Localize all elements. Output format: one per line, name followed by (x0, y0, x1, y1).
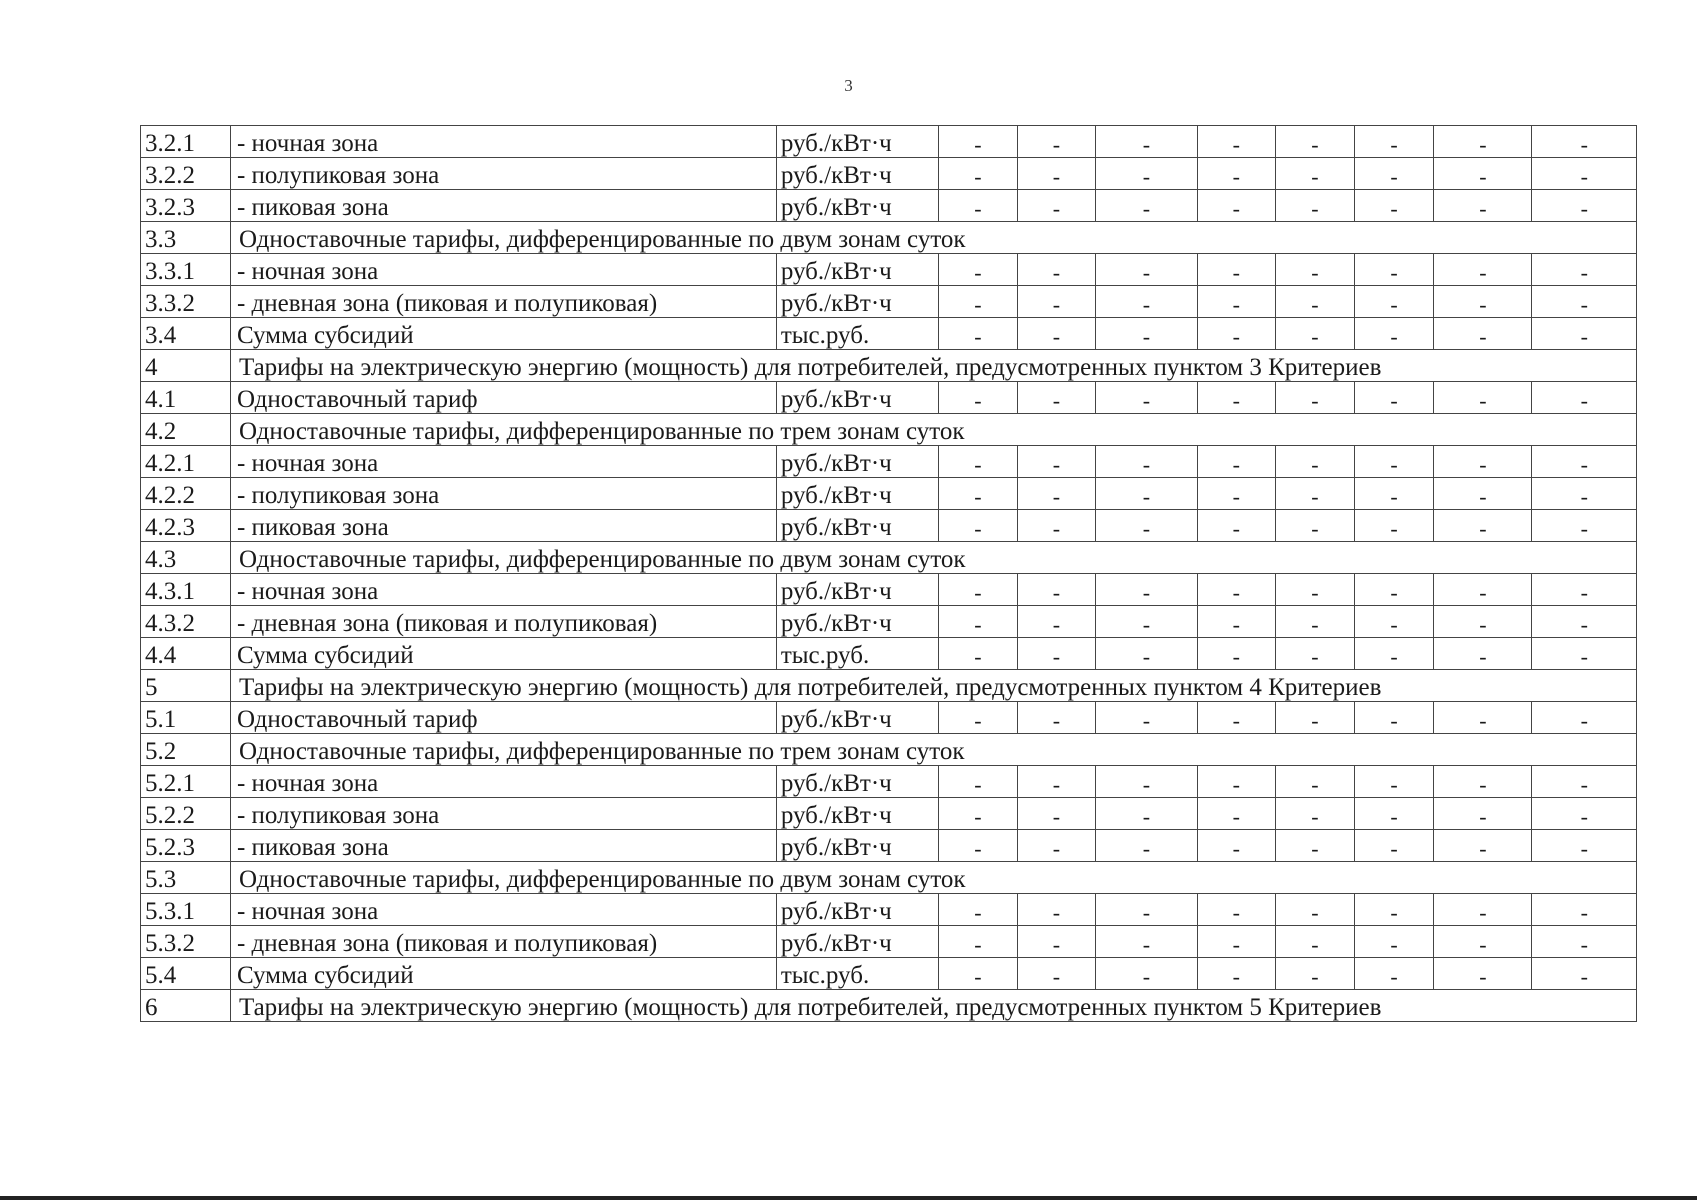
value-cell: - (1434, 254, 1532, 286)
value-cell: - (1096, 446, 1197, 478)
value-cell: - (939, 766, 1018, 798)
value-cell: - (1434, 190, 1532, 222)
row-name: Одноставочный тариф (230, 382, 776, 414)
value-cell: - (1354, 766, 1434, 798)
row-number: 3.3 (141, 222, 231, 254)
value-cell: - (1354, 126, 1434, 158)
section-header-row (141, 990, 1637, 1022)
row-name: - дневная зона (пиковая и полупиковая) (230, 286, 776, 318)
value-cell: - (1276, 766, 1355, 798)
table-row (141, 286, 1637, 318)
row-number: 3.2.3 (141, 190, 231, 222)
value-cell: - (939, 702, 1018, 734)
value-cell: - (1197, 958, 1276, 990)
section-header-row (141, 542, 1637, 574)
value-cell: - (1197, 894, 1276, 926)
row-unit: тыс.руб. (776, 318, 938, 350)
row-number: 5.1 (141, 702, 231, 734)
value-cell: - (1276, 318, 1355, 350)
value-cell: - (1276, 510, 1355, 542)
value-cell: - (1017, 478, 1096, 510)
value-cell: - (1017, 702, 1096, 734)
value-cell: - (1532, 894, 1637, 926)
value-cell: - (1434, 702, 1532, 734)
value-cell: - (1276, 478, 1355, 510)
value-cell: - (1532, 702, 1637, 734)
value-cell: - (1434, 958, 1532, 990)
value-cell: - (1197, 254, 1276, 286)
value-cell: - (1532, 926, 1637, 958)
row-name: - ночная зона (230, 574, 776, 606)
value-cell: - (1197, 126, 1276, 158)
value-cell: - (1276, 190, 1355, 222)
value-cell: - (1354, 318, 1434, 350)
value-cell: - (1532, 510, 1637, 542)
value-cell: - (1197, 702, 1276, 734)
value-cell: - (1434, 286, 1532, 318)
section-header: Одноставочные тарифы, дифференцированные по двум зонам суток (230, 222, 1636, 254)
table-row (141, 254, 1637, 286)
row-name: - ночная зона (230, 254, 776, 286)
value-cell: - (1197, 446, 1276, 478)
row-unit: руб./кВт·ч (776, 254, 938, 286)
table-row (141, 158, 1637, 190)
value-cell: - (1017, 254, 1096, 286)
value-cell: - (1532, 478, 1637, 510)
value-cell: - (1434, 510, 1532, 542)
value-cell: - (1017, 798, 1096, 830)
row-name: - полупиковая зона (230, 798, 776, 830)
value-cell: - (1434, 446, 1532, 478)
value-cell: - (1197, 510, 1276, 542)
value-cell: - (1434, 766, 1532, 798)
value-cell: - (1532, 318, 1637, 350)
value-cell: - (1276, 606, 1355, 638)
value-cell: - (1354, 286, 1434, 318)
value-cell: - (1096, 158, 1197, 190)
value-cell: - (1532, 254, 1637, 286)
row-name: - пиковая зона (230, 190, 776, 222)
value-cell: - (1096, 510, 1197, 542)
value-cell: - (1276, 798, 1355, 830)
value-cell: - (1096, 830, 1197, 862)
value-cell: - (939, 382, 1018, 414)
value-cell: - (1532, 766, 1637, 798)
table-row (141, 958, 1637, 990)
value-cell: - (1276, 382, 1355, 414)
row-unit: руб./кВт·ч (776, 894, 938, 926)
row-unit: руб./кВт·ч (776, 382, 938, 414)
value-cell: - (1276, 638, 1355, 670)
value-cell: - (1017, 926, 1096, 958)
value-cell: - (1096, 478, 1197, 510)
value-cell: - (1197, 382, 1276, 414)
value-cell: - (1276, 446, 1355, 478)
value-cell: - (1096, 702, 1197, 734)
row-name: - дневная зона (пиковая и полупиковая) (230, 926, 776, 958)
row-name: - ночная зона (230, 894, 776, 926)
table-row (141, 766, 1637, 798)
table-row (141, 702, 1637, 734)
value-cell: - (1096, 958, 1197, 990)
value-cell: - (1532, 830, 1637, 862)
value-cell: - (939, 510, 1018, 542)
row-unit: руб./кВт·ч (776, 702, 938, 734)
value-cell: - (1354, 894, 1434, 926)
value-cell: - (1096, 926, 1197, 958)
value-cell: - (1532, 638, 1637, 670)
section-header-row (141, 862, 1637, 894)
section-header: Тарифы на электрическую энергию (мощность) для потребителей, предусмотренных пунктом 5 Критериев (230, 990, 1636, 1022)
value-cell: - (1276, 286, 1355, 318)
value-cell: - (1354, 926, 1434, 958)
value-cell: - (1197, 190, 1276, 222)
value-cell: - (1276, 126, 1355, 158)
row-number: 4.2 (141, 414, 231, 446)
row-unit: руб./кВт·ч (776, 510, 938, 542)
row-name: Сумма субсидий (230, 638, 776, 670)
value-cell: - (1434, 894, 1532, 926)
value-cell: - (1096, 798, 1197, 830)
value-cell: - (1096, 126, 1197, 158)
value-cell: - (1532, 158, 1637, 190)
row-unit: тыс.руб. (776, 958, 938, 990)
section-header-row (141, 414, 1637, 446)
section-header: Одноставочные тарифы, дифференцированные по трем зонам суток (230, 734, 1636, 766)
row-name: - пиковая зона (230, 830, 776, 862)
value-cell: - (1017, 190, 1096, 222)
value-cell: - (1096, 318, 1197, 350)
value-cell: - (1197, 926, 1276, 958)
row-unit: руб./кВт·ч (776, 158, 938, 190)
value-cell: - (939, 830, 1018, 862)
value-cell: - (1276, 830, 1355, 862)
value-cell: - (1197, 638, 1276, 670)
value-cell: - (1096, 574, 1197, 606)
row-number: 3.2.2 (141, 158, 231, 190)
row-unit: руб./кВт·ч (776, 190, 938, 222)
value-cell: - (1354, 574, 1434, 606)
row-unit: руб./кВт·ч (776, 926, 938, 958)
value-cell: - (1354, 158, 1434, 190)
value-cell: - (1017, 830, 1096, 862)
page-number: 3 (844, 76, 853, 95)
section-header: Одноставочные тарифы, дифференцированные по двум зонам суток (230, 542, 1636, 574)
value-cell: - (1017, 158, 1096, 190)
value-cell: - (1017, 446, 1096, 478)
value-cell: - (939, 574, 1018, 606)
value-cell: - (1532, 798, 1637, 830)
row-number: 5.4 (141, 958, 231, 990)
value-cell: - (1197, 830, 1276, 862)
table-row (141, 574, 1637, 606)
value-cell: - (1354, 606, 1434, 638)
row-unit: руб./кВт·ч (776, 126, 938, 158)
row-unit: руб./кВт·ч (776, 574, 938, 606)
row-name: - ночная зона (230, 446, 776, 478)
value-cell: - (939, 798, 1018, 830)
section-header: Одноставочные тарифы, дифференцированные по двум зонам суток (230, 862, 1636, 894)
value-cell: - (1197, 766, 1276, 798)
value-cell: - (939, 446, 1018, 478)
table-row (141, 126, 1637, 158)
table-row (141, 318, 1637, 350)
value-cell: - (1017, 766, 1096, 798)
value-cell: - (1354, 638, 1434, 670)
row-number: 4.4 (141, 638, 231, 670)
table-body (141, 126, 1637, 1022)
section-header: Тарифы на электрическую энергию (мощность) для потребителей, предусмотренных пунктом 3 Критериев (230, 350, 1636, 382)
value-cell: - (1354, 190, 1434, 222)
value-cell: - (939, 606, 1018, 638)
tariff-table (140, 125, 1637, 1022)
value-cell: - (1197, 606, 1276, 638)
row-number: 4.3.2 (141, 606, 231, 638)
value-cell: - (1017, 126, 1096, 158)
value-cell: - (1354, 446, 1434, 478)
value-cell: - (939, 478, 1018, 510)
table-row (141, 190, 1637, 222)
value-cell: - (1276, 158, 1355, 190)
table-row (141, 606, 1637, 638)
row-name: Одноставочный тариф (230, 702, 776, 734)
value-cell: - (1532, 446, 1637, 478)
value-cell: - (1096, 286, 1197, 318)
row-number: 5.2 (141, 734, 231, 766)
value-cell: - (1276, 894, 1355, 926)
section-header-row (141, 670, 1637, 702)
value-cell: - (1354, 254, 1434, 286)
row-number: 4 (141, 350, 231, 382)
row-unit: руб./кВт·ч (776, 798, 938, 830)
value-cell: - (1434, 926, 1532, 958)
row-number: 5 (141, 670, 231, 702)
value-cell: - (1197, 286, 1276, 318)
value-cell: - (1276, 926, 1355, 958)
row-name: - ночная зона (230, 766, 776, 798)
value-cell: - (1434, 158, 1532, 190)
row-unit: руб./кВт·ч (776, 606, 938, 638)
section-header: Тарифы на электрическую энергию (мощность) для потребителей, предусмотренных пунктом 4 Критериев (230, 670, 1636, 702)
table-row (141, 798, 1637, 830)
row-number: 3.3.1 (141, 254, 231, 286)
value-cell: - (1532, 606, 1637, 638)
row-number: 5.3.2 (141, 926, 231, 958)
row-name: Сумма субсидий (230, 318, 776, 350)
value-cell: - (1017, 382, 1096, 414)
row-name: - дневная зона (пиковая и полупиковая) (230, 606, 776, 638)
table-row (141, 382, 1637, 414)
value-cell: - (1354, 798, 1434, 830)
value-cell: - (1532, 958, 1637, 990)
value-cell: - (1434, 318, 1532, 350)
row-number: 4.2.3 (141, 510, 231, 542)
value-cell: - (1354, 830, 1434, 862)
row-unit: руб./кВт·ч (776, 830, 938, 862)
table-row (141, 510, 1637, 542)
row-unit: руб./кВт·ч (776, 446, 938, 478)
value-cell: - (939, 638, 1018, 670)
value-cell: - (1197, 478, 1276, 510)
row-unit: руб./кВт·ч (776, 766, 938, 798)
value-cell: - (1197, 574, 1276, 606)
section-header-row (141, 222, 1637, 254)
row-number: 4.3.1 (141, 574, 231, 606)
row-number: 4.2.1 (141, 446, 231, 478)
value-cell: - (1434, 478, 1532, 510)
value-cell: - (1017, 638, 1096, 670)
value-cell: - (1434, 798, 1532, 830)
value-cell: - (1532, 190, 1637, 222)
value-cell: - (939, 926, 1018, 958)
row-number: 3.3.2 (141, 286, 231, 318)
value-cell: - (1096, 638, 1197, 670)
value-cell: - (1197, 158, 1276, 190)
value-cell: - (1434, 606, 1532, 638)
row-number: 5.2.1 (141, 766, 231, 798)
value-cell: - (1276, 574, 1355, 606)
value-cell: - (939, 190, 1018, 222)
value-cell: - (1096, 606, 1197, 638)
value-cell: - (1017, 574, 1096, 606)
value-cell: - (1096, 254, 1197, 286)
row-unit: руб./кВт·ч (776, 478, 938, 510)
section-header-row (141, 350, 1637, 382)
row-number: 5.2.3 (141, 830, 231, 862)
value-cell: - (1017, 606, 1096, 638)
value-cell: - (1096, 894, 1197, 926)
value-cell: - (1532, 574, 1637, 606)
row-number: 6 (141, 990, 231, 1022)
row-number: 3.4 (141, 318, 231, 350)
table-row (141, 894, 1637, 926)
value-cell: - (1197, 798, 1276, 830)
value-cell: - (1434, 830, 1532, 862)
value-cell: - (939, 286, 1018, 318)
value-cell: - (1276, 958, 1355, 990)
table-row (141, 926, 1637, 958)
table-row (141, 638, 1637, 670)
value-cell: - (1434, 126, 1532, 158)
table-row (141, 478, 1637, 510)
value-cell: - (1532, 126, 1637, 158)
row-name: - полупиковая зона (230, 158, 776, 190)
value-cell: - (1197, 318, 1276, 350)
row-name: Сумма субсидий (230, 958, 776, 990)
value-cell: - (939, 254, 1018, 286)
row-number: 4.3 (141, 542, 231, 574)
section-header-row (141, 734, 1637, 766)
value-cell: - (1096, 382, 1197, 414)
value-cell: - (1354, 478, 1434, 510)
value-cell: - (1532, 382, 1637, 414)
value-cell: - (1354, 958, 1434, 990)
value-cell: - (939, 894, 1018, 926)
value-cell: - (1017, 318, 1096, 350)
value-cell: - (1017, 894, 1096, 926)
row-number: 5.2.2 (141, 798, 231, 830)
value-cell: - (1096, 190, 1197, 222)
value-cell: - (1434, 638, 1532, 670)
value-cell: - (1017, 958, 1096, 990)
value-cell: - (1017, 510, 1096, 542)
row-unit: тыс.руб. (776, 638, 938, 670)
value-cell: - (1354, 702, 1434, 734)
value-cell: - (939, 126, 1018, 158)
value-cell: - (1434, 382, 1532, 414)
value-cell: - (939, 318, 1018, 350)
row-number: 5.3.1 (141, 894, 231, 926)
row-number: 4.1 (141, 382, 231, 414)
section-header: Одноставочные тарифы, дифференцированные по трем зонам суток (230, 414, 1636, 446)
row-name: - полупиковая зона (230, 478, 776, 510)
row-number: 4.2.2 (141, 478, 231, 510)
value-cell: - (1354, 382, 1434, 414)
row-unit: руб./кВт·ч (776, 286, 938, 318)
row-name: - пиковая зона (230, 510, 776, 542)
row-number: 3.2.1 (141, 126, 231, 158)
value-cell: - (1276, 702, 1355, 734)
value-cell: - (1532, 286, 1637, 318)
row-name: - ночная зона (230, 126, 776, 158)
table-row (141, 446, 1637, 478)
value-cell: - (939, 158, 1018, 190)
value-cell: - (1017, 286, 1096, 318)
value-cell: - (1354, 510, 1434, 542)
scan-bottom-edge (0, 1196, 1697, 1200)
value-cell: - (1096, 766, 1197, 798)
table-row (141, 830, 1637, 862)
value-cell: - (1434, 574, 1532, 606)
row-number: 5.3 (141, 862, 231, 894)
value-cell: - (1276, 254, 1355, 286)
value-cell: - (939, 958, 1018, 990)
